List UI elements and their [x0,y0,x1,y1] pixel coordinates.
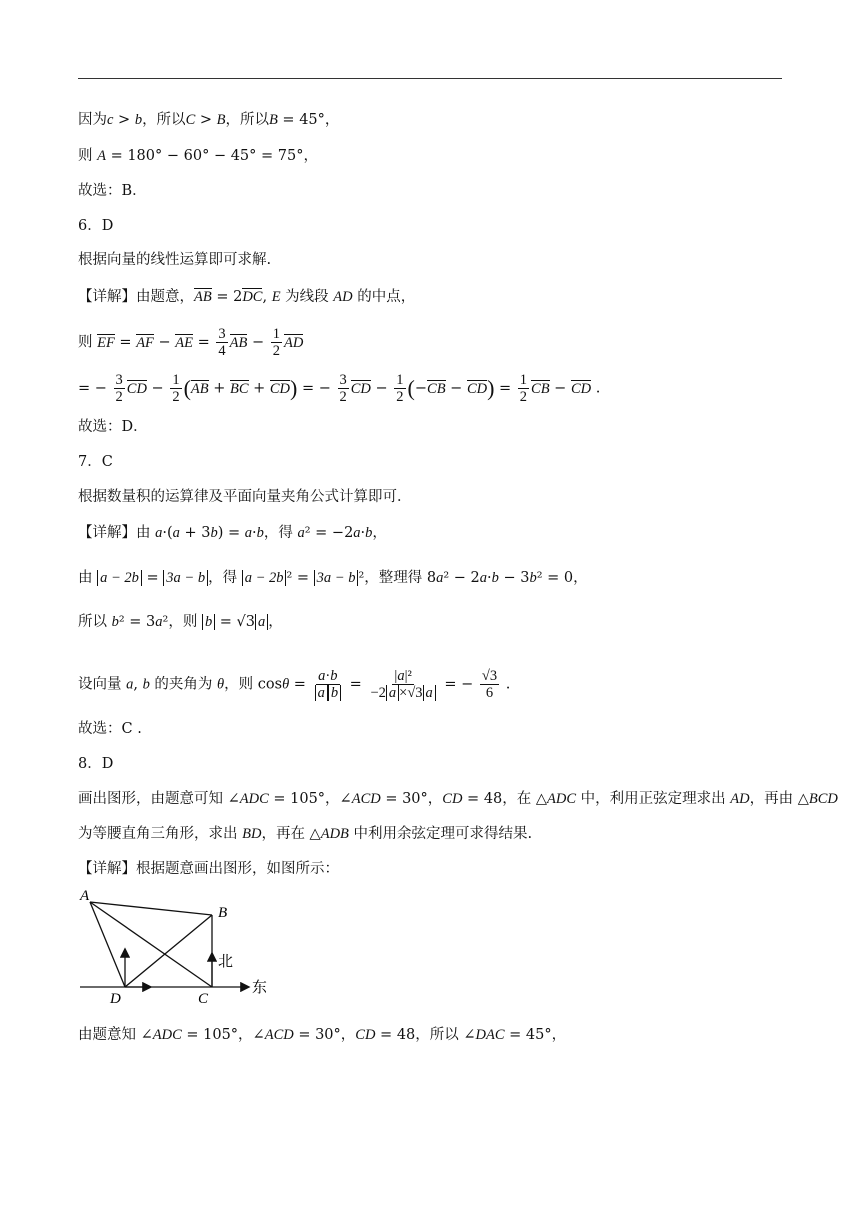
label-B: B [218,905,228,921]
line-16: 故选：C . [78,721,142,737]
line-9: 故选：D． [78,419,148,435]
label-D: D [110,991,121,1007]
segment-AB [90,902,212,915]
line-3: 故选：B． [78,183,147,199]
line-11: 根据数量积的运算律及平面向量夹角公式计算即可． [78,489,412,505]
line-19: 为等腰直角三角形，求出 BD，再在 △ADB 中利用余弦定理可求得结果. [78,826,533,842]
line-5: 根据向量的线性运算即可求解. [78,252,272,268]
line-2: 则 A = 180° − 60° − 45° = 75°， [78,148,318,164]
header-rule [78,78,782,79]
segment-BD [125,915,212,987]
line-14: 所以 b² = 3a²，则 b = √3 a ， [78,614,283,630]
answer-8: 8．D [78,756,114,772]
label-A: A [80,888,90,904]
line-15: 设向量 a, b 的夹角为 θ，则 cosθ = $\frac{a\cdot b}{\text{a b}}$ = $\frac{\text{|a|²}}{-2 a \times√3 a}$ = − $\frac{√3}{6}$ . [78,668,511,701]
line-7: 则 EF = AF − AE = $\frac{3}{4}$ AB − $\frac{1}{2}$ AD [78,326,304,359]
label-C: C [198,991,209,1007]
answer-6: 6．D [78,218,114,234]
label-north: 北 [218,954,234,970]
line-12: 【详解】由 a·(a + 3b) = a·b，得 a² = −2a·b， [78,525,387,541]
line-20: 【详解】根据题意画出图形，如图所示： [78,861,339,877]
label-east: 东 [252,980,268,996]
answer-7: 7．C [78,454,113,470]
geometry-figure [78,882,278,1012]
line-1: 因为c > b，所以C > B，所以B = 45°， [78,112,340,128]
line-18: 画出图形，由题意可知 ∠ADC = 105°，∠ACD = 30°，CD = 48，在 △ADC 中，利用正弦定理求出 AD，再由 △BCD [78,791,838,807]
line-21: 由题意知 ∠ADC = 105°，∠ACD = 30°，CD = 48，所以 ∠DAC = 45°， [78,1027,567,1043]
segment-AC [90,902,212,987]
line-13: 由 a − 2b = 3a − b ，得 a − 2b ² = 3a − b ²，整理得 8a² − 2a·b − 3b² = 0， [78,570,588,586]
line-8: = − $\frac{3}{2}$ CD − $\frac{1}{2}$ (AB + BC + CD) = − $\frac{3}{2}$ CD − $\frac{1}{2}$ (−CB − CD) = $\frac{1}{2}$ CB − CD . [78,372,601,405]
line-6: 【详解】由题意，AB = 2DC, E 为线段 AD 的中点， [78,289,416,305]
